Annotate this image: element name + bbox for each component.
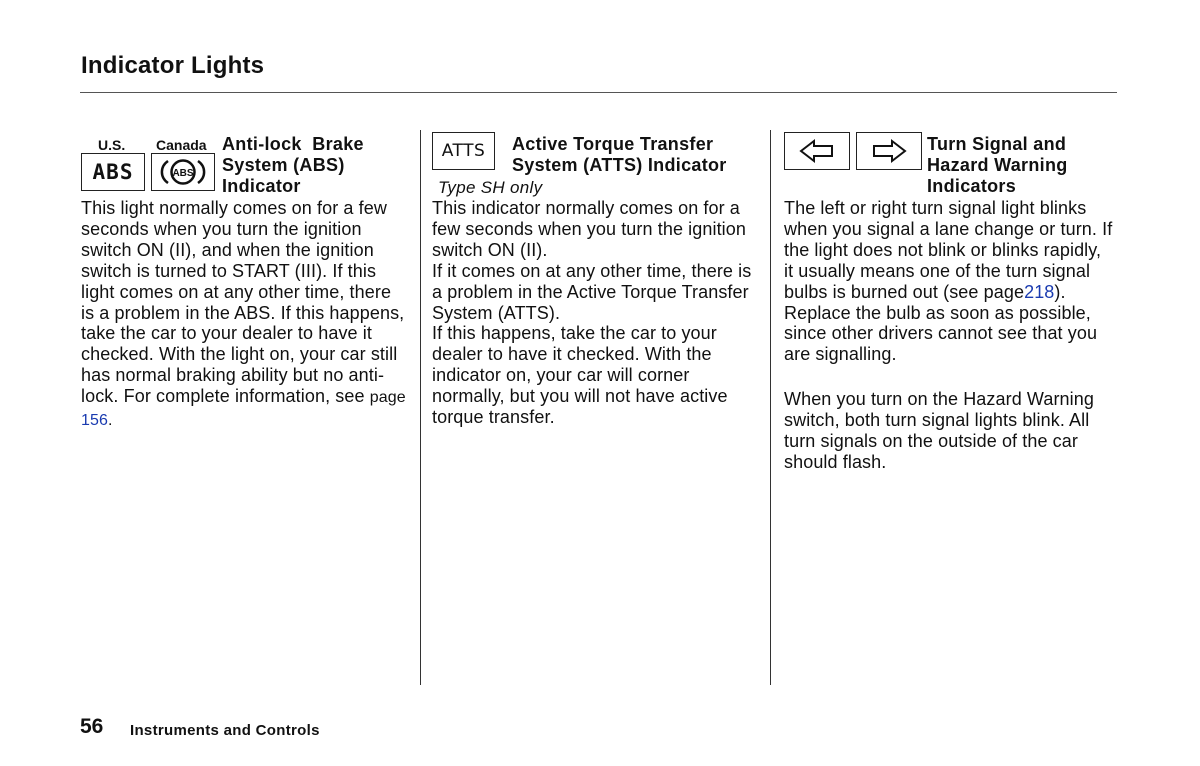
atts-body-p3: If this happens, take the car to your dealer to have it checked. With the indicator on, your car will corner normally, but you will not have active torque transfer. [432, 323, 728, 428]
abs-canada-icon-text: ABS [172, 168, 194, 179]
turn-heading-line3: Indicators [927, 176, 1017, 196]
turn-heading-line2: Hazard Warning [927, 155, 1068, 175]
abs-page-link[interactable]: 156 [81, 412, 108, 430]
left-arrow-icon [797, 138, 837, 164]
turn-body-text-b: ). Replace the bulb as soon as possible, since other drivers cannot see that you are signalling. [784, 281, 1098, 365]
page-number: 56 [80, 715, 104, 738]
abs-heading-line2: System (ABS) [222, 155, 345, 175]
column-divider-2 [770, 130, 771, 685]
column-divider-1 [420, 130, 421, 685]
page-title: Indicator Lights [81, 52, 265, 79]
atts-body-p2: If it comes on at any other time, there is a problem in the Active Torque Transfer System (ATTS). [432, 260, 752, 323]
atts-note: Type SH only [438, 178, 543, 197]
atts-heading-line2: System (ATTS) Indicator [512, 155, 727, 175]
abs-circle-icon [158, 155, 208, 189]
turn-body-p2: When you turn on the Hazard Warning switch, both turn signal lights blink. All turn signals on the outside of the car should flash. [784, 389, 1094, 472]
abs-canada-icon [151, 153, 215, 191]
section-title: Instruments and Controls [130, 722, 320, 739]
abs-us-icon-text: ABS [92, 160, 134, 184]
atts-icon [432, 132, 495, 170]
turn-body [784, 198, 1114, 473]
atts-heading [512, 134, 727, 176]
us-label: U.S. [98, 137, 126, 153]
abs-heading-line3: Indicator [222, 176, 301, 196]
turn-page-link[interactable]: 218 [1024, 281, 1055, 302]
atts-icon-text: ATTS [441, 141, 486, 161]
abs-body-text: This light normally comes on for a few seconds when you turn the ignition switch ON (II), and when the ignition switch is turned to START (III). If this light comes on at any other time, there is a problem in the ABS. If this happens, take the car to your dealer to have it checked. With the light on, your car still has normal braking ability but no anti-lock. For complete information, see [81, 198, 405, 407]
atts-body-p1: This indicator normally comes on for a few seconds when you turn the ignition switch ON (II). [432, 198, 746, 260]
canada-label: Canada [156, 137, 207, 153]
right-arrow-icon [869, 138, 909, 164]
abs-heading [222, 134, 364, 197]
title-rule [80, 92, 1117, 93]
atts-heading-line1: Active Torque Transfer [512, 134, 714, 154]
turn-heading [927, 134, 1068, 197]
turn-heading-line1: Turn Signal and [927, 134, 1067, 154]
left-arrow-indicator [784, 132, 850, 170]
atts-body [432, 198, 762, 428]
abs-page-suffix: . [108, 412, 113, 430]
turn-body-text-a: The left or right turn signal light blinks when you signal a lane change or turn. If the light does not blink or blinks rapidly, it usually means one of the turn signal bulbs is burned out (see page [784, 198, 1113, 302]
abs-body [81, 198, 407, 432]
abs-heading-line1: Anti-lock Brake [222, 134, 364, 154]
right-arrow-indicator [856, 132, 922, 170]
abs-us-icon [81, 153, 145, 191]
abs-page-prefix: page [369, 389, 406, 407]
